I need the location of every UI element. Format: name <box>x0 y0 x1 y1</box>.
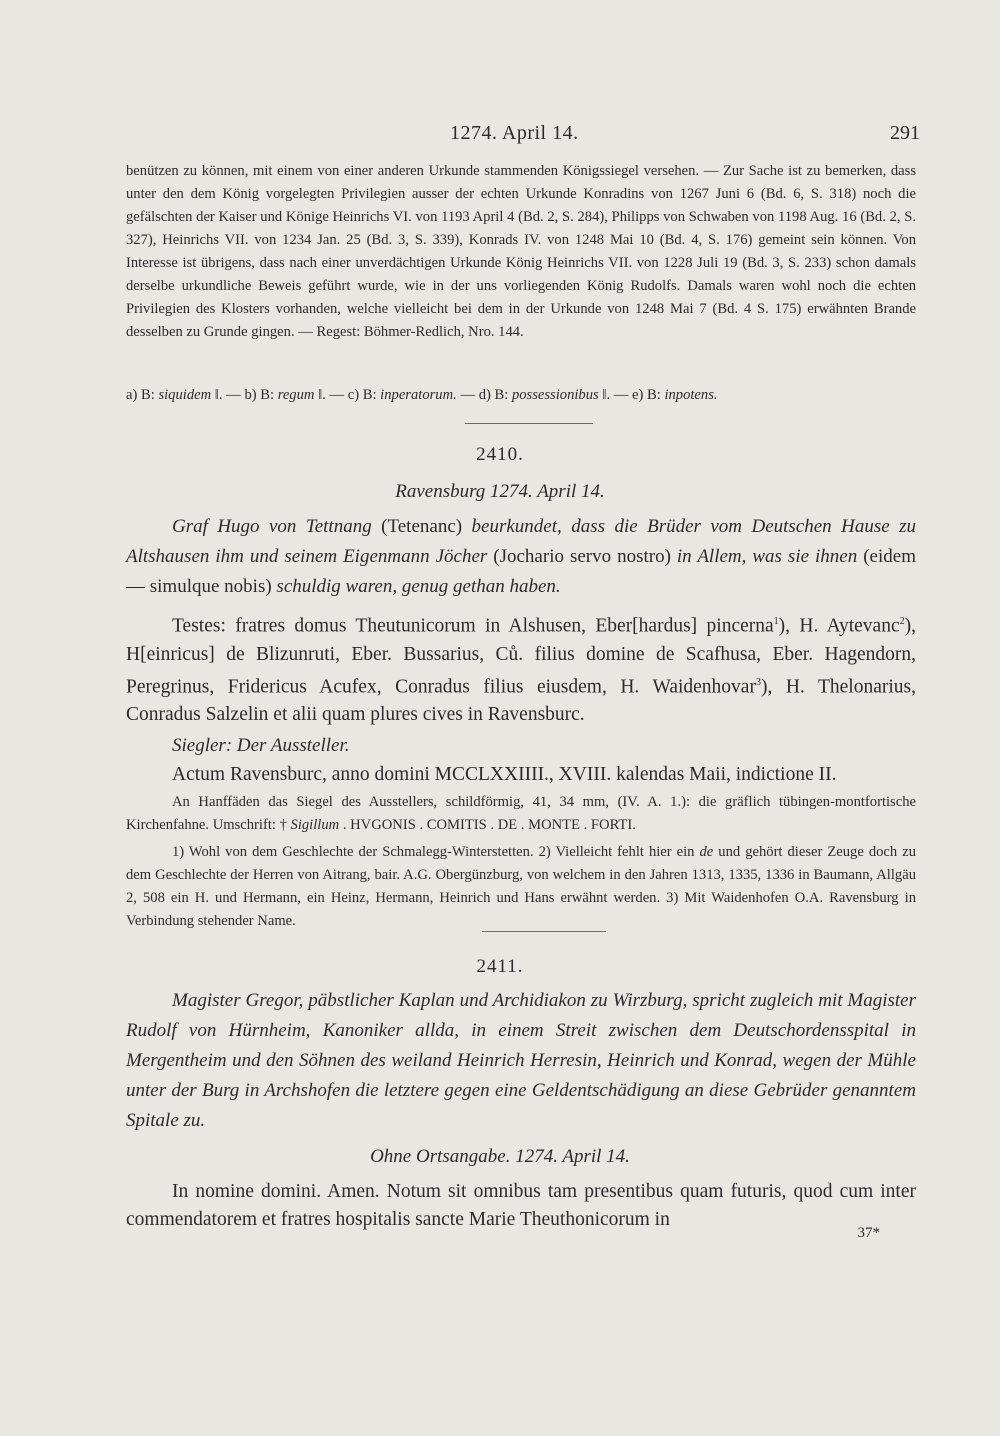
document-number-2411: 2411. <box>476 956 524 977</box>
footnote-ref: 2 <box>899 616 905 627</box>
seal-description-2410 <box>126 791 916 837</box>
testes-part: ), H. Thelonarius, Conradus Salzelin et alii quam plures cives in Ravensburc. <box>126 676 916 725</box>
regest-part: schuldig waren, genug gethan haben. <box>276 576 561 597</box>
note-b-label: b) B: <box>244 387 275 403</box>
regest-2411-text: Magister Gregor, päbstlicher Kaplan und Archidiakon zu Wirzburg, spricht zugleich mit Magister Rudolf von Hürnheim, Kanoniker allda, in einem Streit zwischen dem Deutschordensspital in Mergentheim und den Söhnen des weiland Heinrich Herresin, Heinrich und Konrad, wegen der Mühle unter der Burg in Archshofen die letztere gegen eine Geldentschädigung an diese Gebrüder genanntem Spitale zu. <box>126 990 916 1131</box>
note-e-text: inpotens. <box>664 387 718 403</box>
footnote-part: und gehört dieser Zeuge doch zu dem Geschlechte der Herren von Aitrang, bair. A.G. Obergünzburg, von welchem in den Jahren 1313, 1335, 1336 in Baumann, Allgäu 2, 508 ein H. und Hermann, ein Heinz, Hermann, Heinrich und Hans erwähnt werden. 3) Mit Waidenhofen O.A. Ravensburg in Verbindung stehender Name. <box>126 844 916 929</box>
note-a-text: siquidem <box>158 387 212 403</box>
place-date-2411: Ohne Ortsangabe. 1274. April 14. <box>370 1146 630 1167</box>
signature-mark: 37* <box>857 1225 880 1241</box>
place-date-2410: Ravensburg 1274. April 14. <box>395 481 605 502</box>
note-d-text: possessionibus <box>511 387 599 403</box>
testes-2410 <box>126 608 916 729</box>
siegler-text: Siegler: Der Aussteller. <box>172 735 350 756</box>
note-a-label: a) B: <box>126 387 155 403</box>
regest-part: (Tetenanc) <box>371 516 472 537</box>
seal-part: . HVGONIS . COMITIS . DE . MONTE . FORTI. <box>339 817 636 833</box>
note-c-text: inperatorum. <box>380 387 457 403</box>
footnote-ref: 3 <box>755 676 761 688</box>
text-2411-body: In nomine domini. Amen. Notum sit omnibus tam presentibus quam futuris, quod cum inter commendatorem et fratres hospitalis sancte Marie Theuthonicorum in <box>126 1181 916 1230</box>
header-date: 1274. April 14. <box>450 122 579 144</box>
separator-rule <box>482 931 606 932</box>
seal-part: Sigillum <box>290 817 340 833</box>
footnotes-2410 <box>126 841 916 933</box>
regest-part: in Allem, was sie ihnen <box>676 546 858 567</box>
note-c-label: c) B: <box>347 387 377 403</box>
regest-part: (Jochario servo nostro) <box>487 546 677 567</box>
regest-part: (eidem — simulque nobis) <box>126 546 916 597</box>
regest-part: beurkundet, dass die Brüder vom Deutschen Hause zu Altshausen ihm und seinem Eigenmann Jöcher <box>126 516 916 567</box>
testes-part: ), H. Aytevanc <box>778 615 900 637</box>
testes-part: Testes: fratres domus Theutunicorum in Alshusen, Eber[hardus] pincerna <box>172 615 774 637</box>
regest-part: Graf Hugo von Tettnang <box>172 516 372 537</box>
text-2411 <box>126 1178 916 1234</box>
document-2411 <box>126 986 916 1136</box>
note-d-label: d) B: <box>478 387 509 403</box>
testes-part: ), H[einricus] de Blizunruti, Eber. Bussarius, Ců. filius domine de Scafhusa, Eber. Hagendorn, Peregrinus, Fridericus Acufex, Conradus filius eiusdem, H. Waidenhovar <box>126 615 916 697</box>
variant-notes: a) B: siquidem ‖. — b) B: regum ‖. — c) B: inperatorum. — d) B: possessionibus ‖. — e) B: inpotens. <box>126 387 718 403</box>
document-number-2410: 2410. <box>476 444 524 465</box>
note-b-text: regum <box>277 387 315 403</box>
footnote-part: de <box>699 844 714 860</box>
regest-2410 <box>126 512 916 602</box>
page-number: 291 <box>890 122 920 144</box>
seal-part: An Hanffäden das Siegel des Ausstellers, schildförmig, 41, 34 mm, (IV. A. 1.): die gräflich tübingen-montfortische Kirchenfahne. Umschrift: † <box>126 794 916 833</box>
footnote-ref: 1 <box>773 616 779 627</box>
separator-rule <box>465 423 593 424</box>
note-e-label: e) B: <box>632 387 661 403</box>
siegler-2410 <box>126 731 916 761</box>
footnote-part: 1) Wohl von dem Geschlechte der Schmalegg-Winterstetten. 2) Vielleicht fehlt hier ein <box>172 844 700 860</box>
intro-text: benützen zu können, mit einem von einer anderen Urkunde stammenden Königssiegel versehen. — Zur Sache ist zu bemerken, dass unter den dem König vorgelegten Privilegien ausser der echten Urkunde Konradins von 1267 Juni 6 (Bd. 6, S. 318) noch die gefälschten der Kaiser und Könige Heinrichs VI. von 1193 April 4 (Bd. 2, S. 284), Philipps von Schwaben von 1198 Aug. 16 (Bd. 2, S. 327), Heinrichs VII. von 1234 Jan. 25 (Bd. 3, S. 339), Konrads IV. von 1248 Mai 10 (Bd. 4, S. 176) gemeint sein können. Von Interesse ist übrigens, dass nach einer unverdächtigen Urkunde König Heinrichs VII. von 1228 Juli 19 (Bd. 3, S. 233) schon damals derselbe urkundliche Beweis geführt wurde, wie in der uns vorliegenden König Rudolfs. Damals waren wohl noch die echten Privilegien des Klosters vorhanden, welche vielleicht bei dem in der Urkunde von 1248 Mai 7 (Bd. 4 S. 175) erwähnten Brande desselben zu Grunde gingen. — Regest: Böhmer-Redlich, Nro. 144. <box>126 163 916 340</box>
intro-paragraph <box>126 160 916 344</box>
running-header <box>120 122 920 148</box>
regest-2411 <box>126 986 916 1136</box>
document-2410 <box>126 512 916 933</box>
actum-2410: Actum Ravensburc, anno domini MCCLXXIIII., XVIII. kalendas Maii, indictione II. <box>172 764 837 785</box>
